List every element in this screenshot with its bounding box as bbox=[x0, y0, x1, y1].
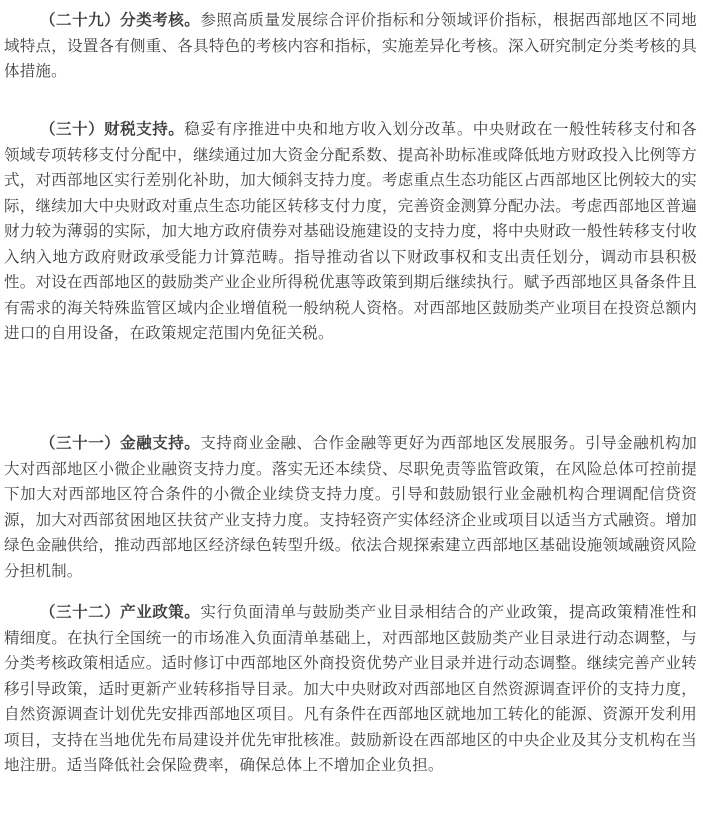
section-30-heading: （三十）财税支持。 bbox=[40, 120, 185, 138]
section-31-heading: （三十一）金融支持。 bbox=[40, 434, 201, 452]
section-29-heading: （二十九）分类考核。 bbox=[40, 11, 201, 29]
section-30-text: 稳妥有序推进中央和地方收入划分改革。中央财政在一般性转移支付和各领域专项转移支付分配中，继续通过加大资金分配系数、提高补助标准或降低地方财政投入比例等方式，对西部地区实行差别化补助，加大倾斜支持力度。考虑重点生态功能区占西部地区比例较大的实际，继续加大中央财政对重点生态功能区转移支付力度，完善资金测算分配办法。考虑西部地区普遍财力较为薄弱的实际，加大地方政府债券对基础设施建设的支持力度，将中央财政一般性转移支付收入纳入地方政府财政承受能力计算范畴。指导推动省以下财政事权和支出责任划分，调动市县积极性。对设在西部地区的鼓励类产业企业所得税优惠等政策到期后继续执行。赋予西部地区具备条件且有需求的海关特殊监管区域内企业增值税一般纳税人资格。对西部地区鼓励类产业项目在投资总额内进口的自用设备，在政策规定范围内免征关税。 bbox=[4, 120, 697, 342]
section-32-text: 实行负面清单与鼓励类产业目录相结合的产业政策，提高政策精准性和精细度。在执行全国统一的市场准入负面清单基础上，对西部地区鼓励类产业目录进行动态调整，与分类考核政策相适应。适时修订中西部地区外商投资优势产业目录并进行动态调整。继续完善产业转移引导政策，适时更新产业转移指导目录。加大中央财政对西部地区自然资源调查评价的支持力度，自然资源调查计划优先安排西部地区项目。凡有条件在西部地区就地加工转化的能源、资源开发利用项目，支持在当地优先布局建设并优先审批核准。鼓励新设在西部地区的中央企业及其分支机构在当地注册。适当降低社会保险费率，确保总体上不增加企业负担。 bbox=[4, 603, 697, 774]
section-31-text: 支持商业金融、合作金融等更好为西部地区发展服务。引导金融机构加大对西部地区小微企业融资支持力度。落实无还本续贷、尽职免责等监管政策，在风险总体可控前提下加大对西部地区符合条件的小微企业续贷支持力度。引导和鼓励银行业金融机构合理调配信贷资源，加大对西部贫困地区扶贫产业支持力度。支持轻资产实体经济企业或项目以适当方式融资。增加绿色金融供给，推动西部地区经济绿色转型升级。依法合规探索建立西部地区基础设施领域融资风险分担机制。 bbox=[4, 434, 697, 580]
section-32-paragraph bbox=[4, 600, 697, 779]
section-31-paragraph bbox=[4, 431, 697, 584]
section-30-paragraph bbox=[4, 117, 697, 347]
section-29-text: 参照高质量发展综合评价指标和分领域评价指标，根据西部地区不同地域特点，设置各有侧重、各具特色的考核内容和指标，实施差异化考核。深入研究制定分类考核的具体措施。 bbox=[4, 11, 697, 80]
section-29-paragraph bbox=[4, 8, 697, 85]
section-32-heading: （三十二）产业政策。 bbox=[40, 603, 201, 621]
